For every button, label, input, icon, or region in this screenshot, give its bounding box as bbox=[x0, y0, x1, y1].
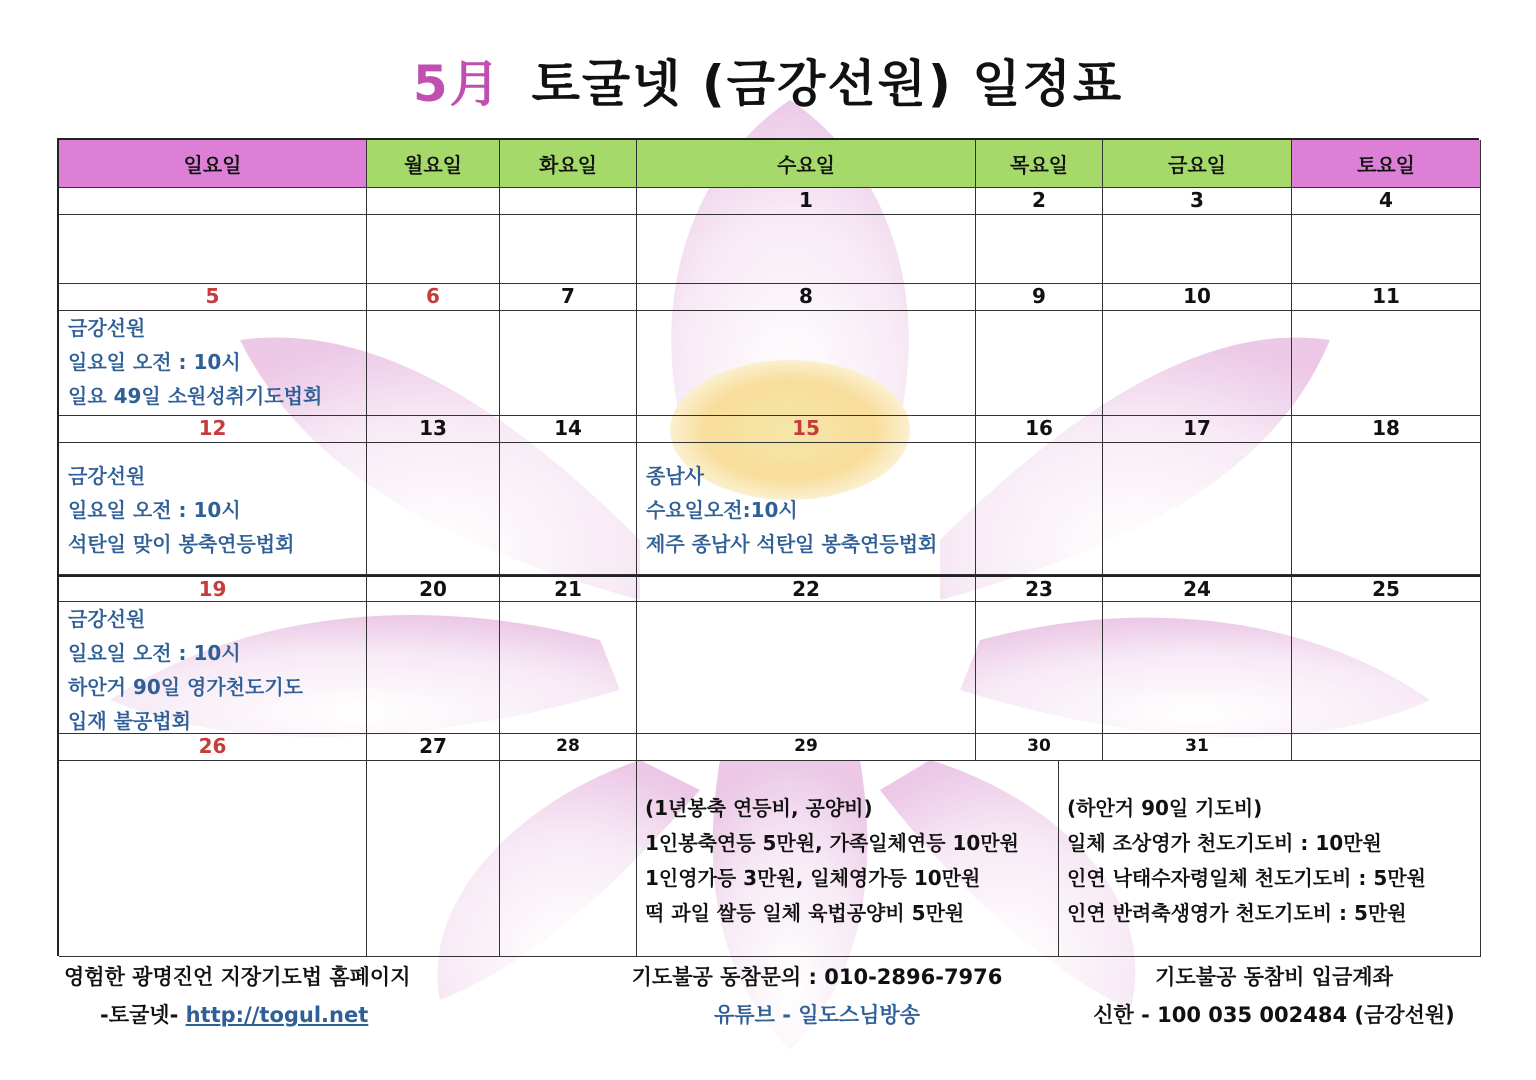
event-line: 일요일 오전 : 10시 bbox=[68, 641, 241, 665]
day-number: 13 bbox=[367, 416, 500, 443]
event-may-15 bbox=[637, 443, 976, 575]
day-content bbox=[1103, 311, 1292, 416]
event-line: 금강선원 bbox=[68, 464, 146, 488]
event-line: 일요일 오전 : 10시 bbox=[68, 350, 241, 374]
day-content bbox=[500, 215, 637, 284]
event-line: 일요일 오전 : 10시 bbox=[68, 498, 241, 522]
page-title bbox=[0, 44, 1536, 116]
day-number: 7 bbox=[500, 284, 637, 311]
day-content bbox=[637, 602, 976, 734]
day-number-holiday: 15 bbox=[637, 416, 976, 443]
event-line: 석탄일 맞이 봉축연등법회 bbox=[68, 532, 295, 556]
day-number: 1 bbox=[637, 188, 976, 215]
title-text: 토굴넷 (금강선원) 일정표 bbox=[531, 55, 1124, 113]
note-line: 1인봉축연등 5만원, 가족일체연등 10만원 bbox=[645, 831, 1019, 855]
day-content bbox=[1103, 215, 1292, 284]
weekday-saturday: 토요일 bbox=[1292, 140, 1481, 188]
day-number: 20 bbox=[367, 575, 500, 602]
day-content bbox=[1292, 215, 1481, 284]
day-content bbox=[367, 311, 500, 416]
day-number: 9 bbox=[976, 284, 1103, 311]
event-line: 입재 불공법회 bbox=[68, 709, 191, 733]
day-number-holiday: 12 bbox=[59, 416, 367, 443]
day-number bbox=[500, 188, 637, 215]
youtube-channel[interactable]: 유튜브 - 일도스님방송 bbox=[714, 1003, 920, 1027]
weekday-friday: 금요일 bbox=[1103, 140, 1292, 188]
day-content bbox=[976, 602, 1103, 734]
day-content bbox=[1103, 602, 1292, 734]
day-number: 11 bbox=[1292, 284, 1481, 311]
day-number: 17 bbox=[1103, 416, 1292, 443]
footer-account bbox=[1068, 958, 1480, 1034]
day-content bbox=[1292, 602, 1481, 734]
event-line: 일요 49일 소원성취기도법회 bbox=[68, 384, 323, 408]
day-number: 21 bbox=[500, 575, 637, 602]
day-content bbox=[500, 761, 637, 957]
day-number bbox=[59, 188, 367, 215]
day-content bbox=[367, 761, 500, 957]
month-label: 5月 bbox=[412, 55, 502, 113]
event-line: 수요일오전:10시 bbox=[646, 498, 798, 522]
weekday-monday: 월요일 bbox=[367, 140, 500, 188]
day-number: 29 bbox=[637, 734, 976, 761]
day-number bbox=[1292, 734, 1481, 761]
day-number bbox=[367, 188, 500, 215]
weekday-tuesday: 화요일 bbox=[500, 140, 637, 188]
day-number-holiday: 26 bbox=[59, 734, 367, 761]
weekday-thursday: 목요일 bbox=[976, 140, 1103, 188]
day-content bbox=[500, 602, 637, 734]
day-content bbox=[367, 215, 500, 284]
note-line: 일체 조상영가 천도기도비 : 10만원 bbox=[1067, 831, 1382, 855]
contact-phone: 기도불공 동참문의 : 010-2896-7976 bbox=[631, 965, 1003, 989]
event-may-12 bbox=[59, 443, 367, 575]
note-line: (1년봉축 연등비, 공양비) bbox=[645, 796, 873, 820]
day-content bbox=[500, 443, 637, 575]
day-number: 10 bbox=[1103, 284, 1292, 311]
day-content bbox=[1103, 443, 1292, 575]
note-line: 떡 과일 쌀등 일체 육법공양비 5만원 bbox=[645, 901, 965, 925]
event-may-19 bbox=[59, 602, 367, 734]
event-line: 제주 종남사 석탄일 봉축연등법회 bbox=[646, 532, 938, 556]
day-number-holiday: 5 bbox=[59, 284, 367, 311]
day-number: 2 bbox=[976, 188, 1103, 215]
day-number: 16 bbox=[976, 416, 1103, 443]
day-number: 23 bbox=[976, 575, 1103, 602]
day-number: 8 bbox=[637, 284, 976, 311]
day-number: 22 bbox=[637, 575, 976, 602]
day-content bbox=[59, 215, 367, 284]
day-number: 28 bbox=[500, 734, 637, 761]
day-number-holiday: 6 bbox=[367, 284, 500, 311]
note-line: (하안거 90일 기도비) bbox=[1067, 796, 1263, 820]
calendar-grid bbox=[57, 138, 1479, 956]
event-line: 금강선원 bbox=[68, 607, 146, 631]
day-number: 31 bbox=[1103, 734, 1292, 761]
note-line: 인연 낙태수자령일체 천도기도비 : 5만원 bbox=[1067, 866, 1426, 890]
event-line: 하안거 90일 영가천도기도 bbox=[68, 675, 303, 699]
day-content bbox=[59, 761, 367, 957]
day-number-holiday: 19 bbox=[59, 575, 367, 602]
weekday-wednesday: 수요일 bbox=[637, 140, 976, 188]
homepage-line bbox=[64, 996, 411, 1034]
day-number: 4 bbox=[1292, 188, 1481, 215]
retreat-fee-note bbox=[1058, 761, 1480, 956]
footer-contact bbox=[612, 958, 1022, 1034]
day-number: 25 bbox=[1292, 575, 1481, 602]
weekday-sunday: 일요일 bbox=[59, 140, 367, 188]
account-label: 기도불공 동참비 입금계좌 bbox=[1155, 965, 1393, 989]
day-content bbox=[1292, 311, 1481, 416]
day-content bbox=[367, 443, 500, 575]
day-content bbox=[976, 311, 1103, 416]
day-content bbox=[367, 602, 500, 734]
day-number: 27 bbox=[367, 734, 500, 761]
day-number: 30 bbox=[976, 734, 1103, 761]
bank-account: 신한 - 100 035 002484 (금강선원) bbox=[1093, 1003, 1455, 1027]
day-content bbox=[976, 215, 1103, 284]
note-line: 인연 반려축생영가 천도기도비 : 5만원 bbox=[1067, 901, 1407, 925]
day-content bbox=[637, 215, 976, 284]
day-number: 14 bbox=[500, 416, 637, 443]
day-content bbox=[976, 443, 1103, 575]
note-line: 1인영가등 3만원, 일체영가등 10만원 bbox=[645, 866, 981, 890]
day-number: 18 bbox=[1292, 416, 1481, 443]
day-content bbox=[637, 311, 976, 416]
offering-notes bbox=[637, 761, 1481, 957]
day-content bbox=[500, 311, 637, 416]
footer-homepage bbox=[64, 958, 411, 1034]
homepage-label: 영험한 광명진언 지장기도법 홈페이지 bbox=[64, 965, 411, 989]
day-number: 3 bbox=[1103, 188, 1292, 215]
event-may-5 bbox=[59, 311, 367, 416]
day-number: 24 bbox=[1103, 575, 1292, 602]
lantern-fee-note bbox=[637, 761, 1058, 956]
event-line: 종남사 bbox=[646, 464, 704, 488]
site-name: -토굴넷- bbox=[100, 1003, 186, 1027]
event-line: 금강선원 bbox=[68, 316, 146, 340]
day-content bbox=[1292, 443, 1481, 575]
homepage-link[interactable]: http://togul.net bbox=[185, 1003, 369, 1027]
